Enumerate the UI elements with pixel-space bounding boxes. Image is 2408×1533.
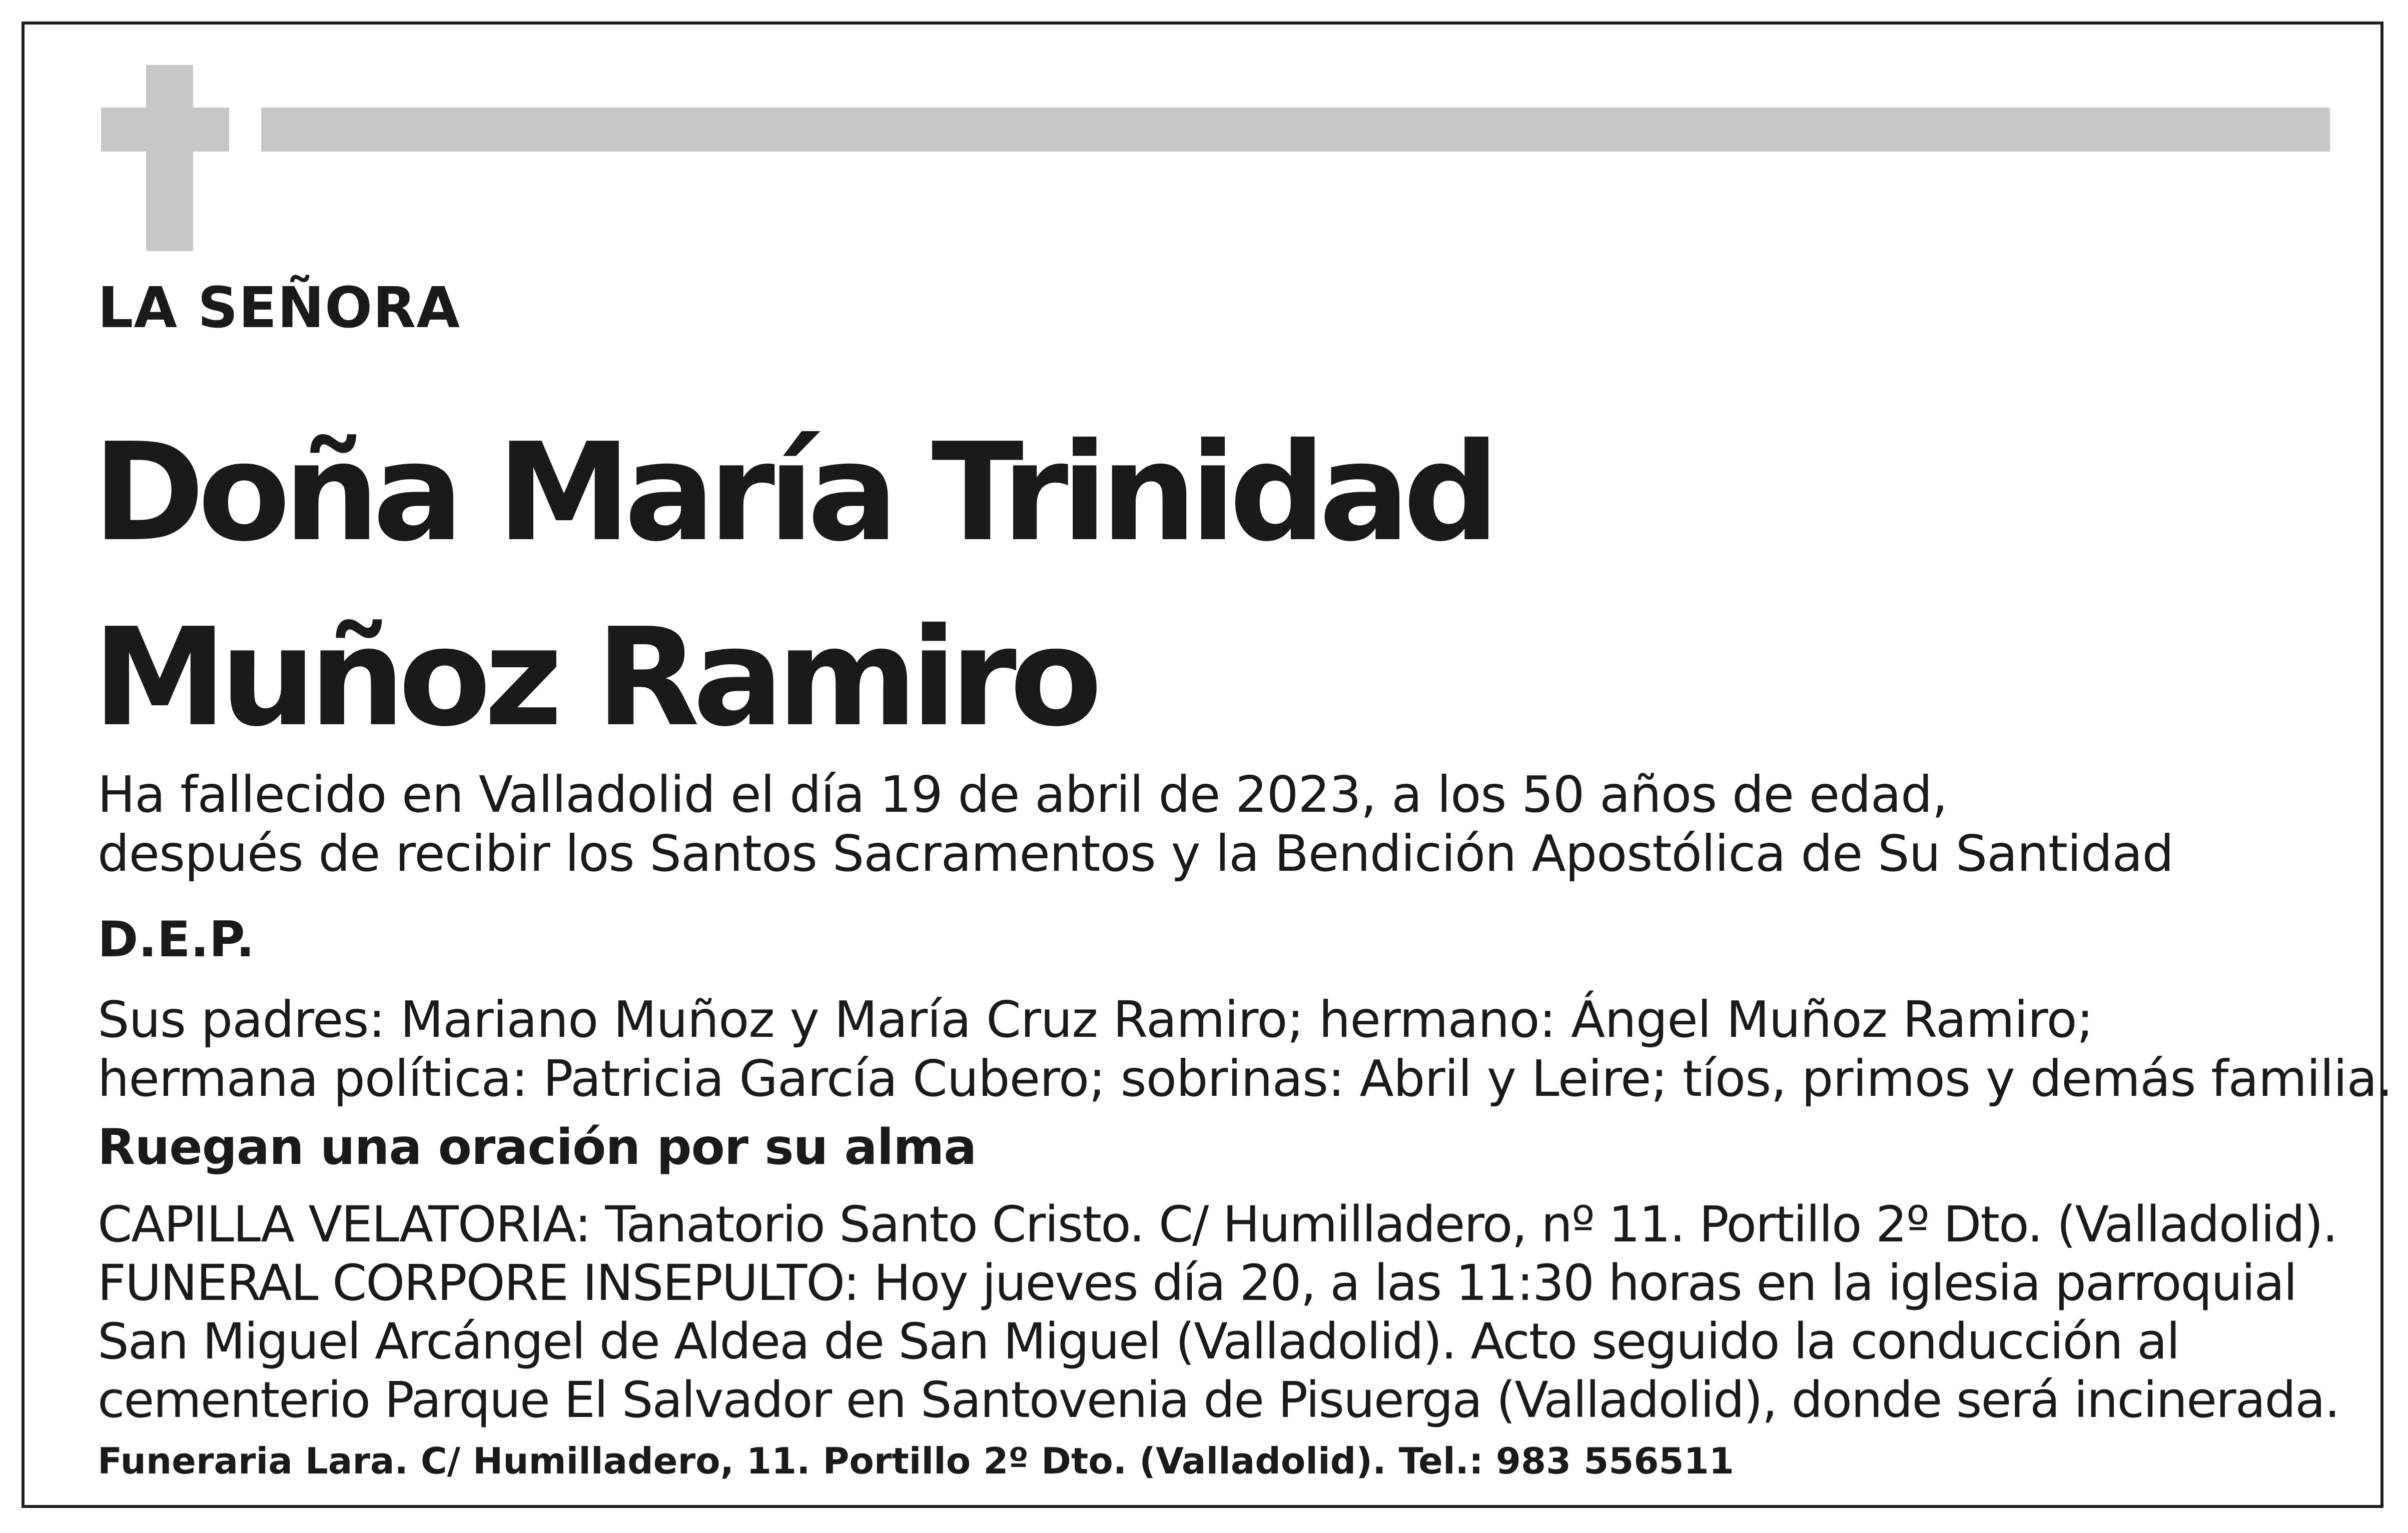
header-divider-bar: [261, 108, 2330, 152]
funeral-home-footer: Funeraria Lara. C/ Humilladero, 11. Portillo 2º Dto. (Valladolid). Tel.: 983 556511: [98, 1440, 1734, 1482]
family-line-2: hermana política: Patricia García Cubero; sobrinas: Abril y Leire; tíos, primos y demás familia.: [98, 1049, 2392, 1108]
honorific: LA SEÑORA: [98, 276, 461, 341]
dep-label: D.E.P.: [98, 911, 255, 968]
deceased-name-line-1: Doña María Trinidad: [93, 414, 1493, 571]
death-notice: [98, 765, 2173, 883]
deceased-name-line-2: Muñoz Ramiro: [93, 599, 1096, 756]
death-notice-line-1: Ha fallecido en Valladolid el día 19 de abril de 2023, a los 50 años de edad,: [98, 765, 1948, 824]
service-details: [98, 1195, 2339, 1429]
service-line-3: San Miguel Arcángel de Aldea de San Miguel (Valladolid). Acto seguido la conducción al: [98, 1313, 2179, 1370]
service-line-2: FUNERAL CORPORE INSEPULTO: Hoy jueves día 20, a las 11:30 horas en la iglesia parroquial: [98, 1254, 2296, 1312]
service-line-4: cementerio Parque El Salvador en Santovenia de Pisuerga (Valladolid), donde será incinerada.: [98, 1371, 2339, 1429]
cross-horizontal-bar: [101, 108, 229, 152]
family-list: [98, 990, 2392, 1108]
deceased-name: [93, 400, 1493, 770]
death-notice-line-2: después de recibir los Santos Sacramentos y la Bendición Apostólica de Su Santidad: [98, 824, 2174, 883]
cross-vertical-bar: [146, 65, 193, 251]
service-line-1: CAPILLA VELATORIA: Tanatorio Santo Cristo. C/ Humilladero, nº 11. Portillo 2º Dto. (Valladolid).: [98, 1196, 2337, 1253]
family-line-1: Sus padres: Mariano Muñoz y María Cruz Ramiro; hermano: Ángel Muñoz Ramiro;: [98, 990, 2093, 1049]
prayer-request: Ruegan una oración por su alma: [98, 1119, 977, 1176]
